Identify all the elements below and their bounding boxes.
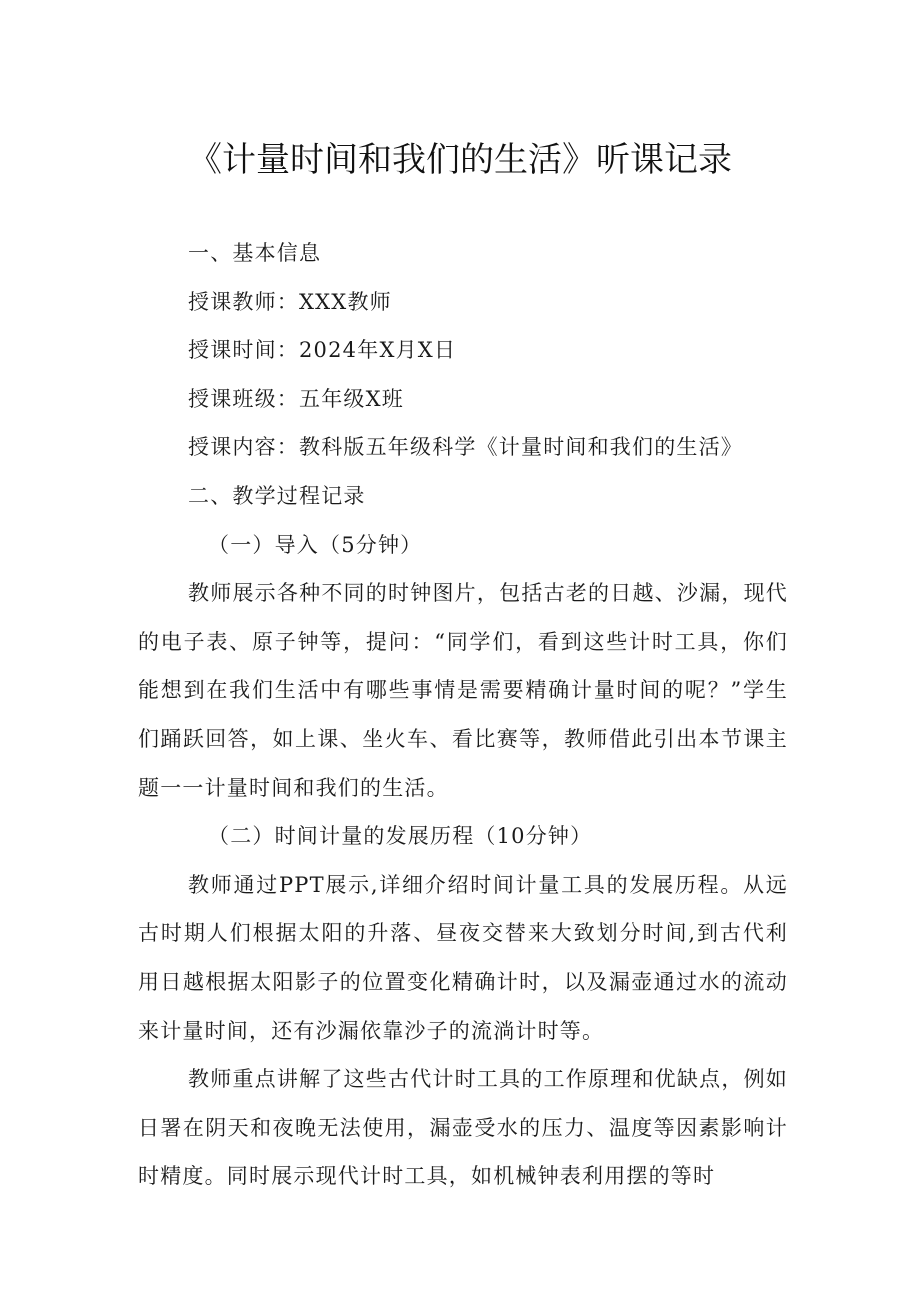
section-heading-basic-info: 一、基本信息	[188, 241, 322, 265]
info-teacher: 授课教师：XXX教师	[188, 289, 392, 314]
section-heading-process: 二、教学过程记录	[188, 483, 366, 508]
info-content: 授课内容：教科版五年级科学《计量时间和我们的生活》	[188, 435, 743, 460]
info-time: 授课时间：2024年X月X日	[188, 338, 457, 363]
info-class: 授课班级：五年级X班	[188, 386, 404, 411]
paragraph-intro: 教师展示各种不同的时钟图片，包括古老的日越、沙漏，现代的电子表、原子钟等，提问：“同学们，看到这些计时工具，你们能想到在我们生活中有哪些事情是需要精确计量时间的呢？”学生们踊跃回答，如上课、坐火车、看比赛等，教师借此引出本节课主题一一计量时间和我们的生活。	[138, 581, 788, 800]
paragraph-history-1: 教师通过PPT展示,详细介绍时间计量工具的发展历程。从远古时期人们根据太阳的升落、昼夜交替来大致划分时间,到古代利用日越根据太阳影子的位置变化精确计时，以及漏壶通过水的流动来计量时间，还有沙漏依靠沙子的流淌计时等。	[138, 872, 788, 1043]
document-body	[138, 229, 788, 1201]
subheading-intro: （一）导入（5分钟）	[208, 532, 423, 557]
paragraph-history-2: 教师重点讲解了这些古代计时工具的工作原理和优缺点，例如日署在阴天和夜晚无法使用，漏壶受水的压力、温度等因素影响计时精度。同时展示现代计时工具，如机械钟表利用摆的等时	[138, 1067, 788, 1189]
document-title: 《计量时间和我们的生活》听课记录	[188, 140, 732, 180]
subheading-history: （二）时间计量的发展历程（10分钟）	[208, 824, 593, 849]
